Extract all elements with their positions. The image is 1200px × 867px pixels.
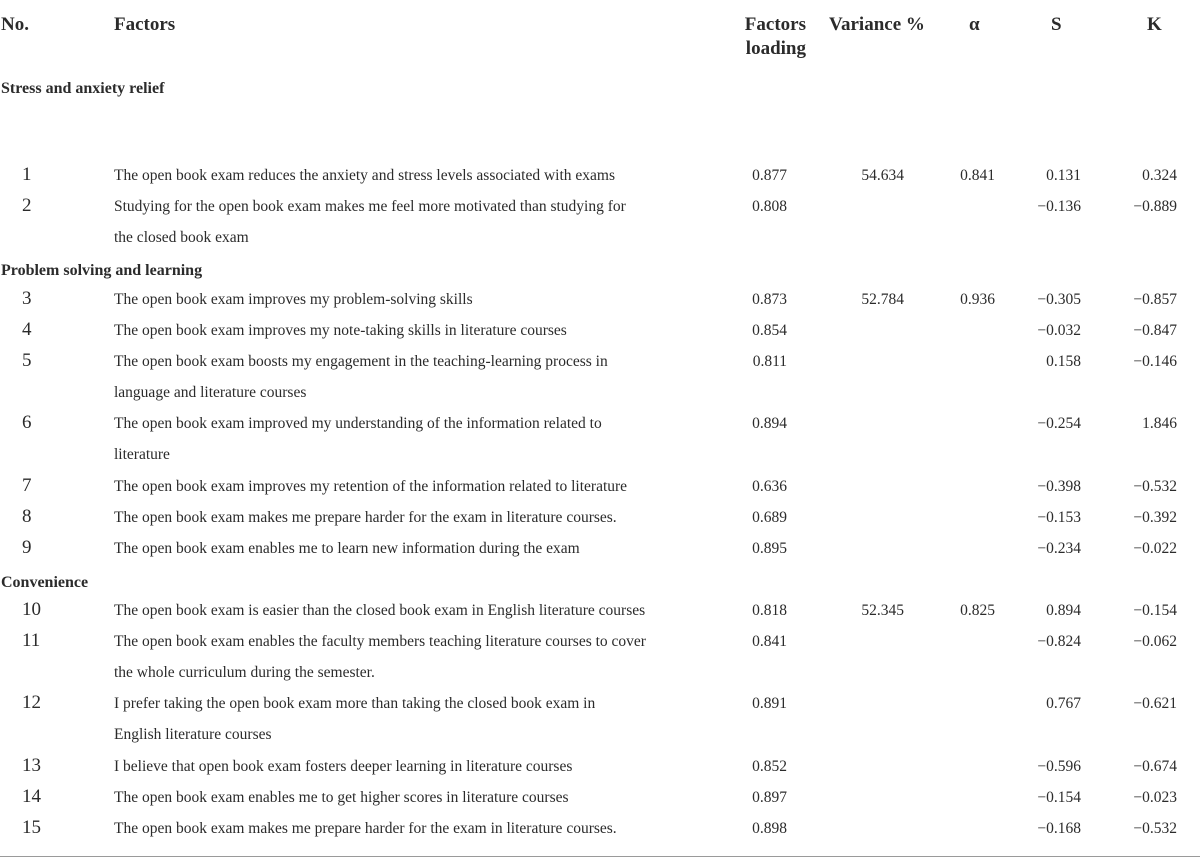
row-number: 9 bbox=[22, 537, 32, 558]
factor-text: the closed book exam bbox=[114, 229, 249, 246]
header-no: No. bbox=[1, 14, 29, 35]
factor-loading: 0.818 bbox=[752, 602, 787, 619]
factor-text: The open book exam improves my retention of the information related to literature bbox=[114, 478, 628, 495]
factor-text: The open book exam enables me to get higher scores in literature courses bbox=[114, 789, 569, 806]
header-factors-loading-line1: Factors bbox=[744, 14, 806, 35]
section-title: Stress and anxiety relief bbox=[1, 80, 165, 97]
factor-text: the whole curriculum during the semester. bbox=[114, 664, 375, 681]
factor-text: The open book exam reduces the anxiety and stress levels associated with exams bbox=[114, 167, 616, 184]
row-number: 13 bbox=[22, 755, 41, 776]
header-alpha: α bbox=[969, 14, 980, 35]
row-number: 4 bbox=[22, 319, 32, 340]
alpha-value: 0.841 bbox=[960, 167, 995, 184]
variance-value: 54.634 bbox=[861, 167, 904, 184]
factor-loading: 0.852 bbox=[752, 758, 787, 775]
k-value: −0.392 bbox=[1133, 509, 1177, 526]
factor-loading: 0.808 bbox=[752, 198, 787, 215]
s-value: 0.158 bbox=[1046, 353, 1081, 370]
section-title: Problem solving and learning bbox=[1, 262, 203, 279]
alpha-value: 0.825 bbox=[960, 602, 995, 619]
s-value: −0.153 bbox=[1037, 509, 1081, 526]
row-number: 10 bbox=[22, 599, 41, 620]
alpha-value: 0.936 bbox=[960, 291, 995, 308]
row-number: 5 bbox=[22, 350, 32, 371]
factor-text: literature bbox=[114, 446, 170, 463]
s-value: −0.254 bbox=[1037, 415, 1081, 432]
factor-text: The open book exam enables me to learn new information during the exam bbox=[114, 540, 580, 557]
k-value: −0.154 bbox=[1133, 602, 1177, 619]
factor-text: I prefer taking the open book exam more than taking the closed book exam in bbox=[114, 695, 596, 712]
s-value: −0.398 bbox=[1037, 478, 1081, 495]
row-number: 14 bbox=[22, 786, 41, 807]
factor-text: The open book exam improves my note-taking skills in literature courses bbox=[114, 322, 567, 339]
header-s: S bbox=[1051, 14, 1062, 35]
factor-loading: 0.636 bbox=[752, 478, 787, 495]
factor-text: I believe that open book exam fosters deeper learning in literature courses bbox=[114, 758, 573, 775]
header-k: K bbox=[1147, 14, 1162, 35]
factor-loading: 0.689 bbox=[752, 509, 787, 526]
s-value: −0.305 bbox=[1037, 291, 1081, 308]
header-variance: Variance % bbox=[829, 14, 925, 35]
variance-value: 52.345 bbox=[861, 602, 904, 619]
row-number: 2 bbox=[22, 195, 32, 216]
k-value: −0.857 bbox=[1133, 291, 1177, 308]
factor-text: The open book exam is easier than the closed book exam in English literature courses bbox=[114, 602, 646, 619]
section-title: Convenience bbox=[1, 574, 89, 591]
factor-loading: 0.877 bbox=[752, 167, 787, 184]
factor-loading: 0.854 bbox=[752, 322, 787, 339]
s-value: −0.136 bbox=[1037, 198, 1081, 215]
k-value: −0.022 bbox=[1133, 540, 1177, 557]
k-value: 0.324 bbox=[1142, 167, 1177, 184]
k-value: 1.846 bbox=[1142, 415, 1177, 432]
s-value: −0.154 bbox=[1037, 789, 1081, 806]
factor-loading: 0.897 bbox=[752, 789, 787, 806]
k-value: −0.062 bbox=[1133, 633, 1177, 650]
factor-text: English literature courses bbox=[114, 726, 272, 743]
k-value: −0.146 bbox=[1133, 353, 1177, 370]
k-value: −0.889 bbox=[1133, 198, 1177, 215]
factor-text: The open book exam enables the faculty members teaching literature courses to cover bbox=[114, 633, 646, 650]
factor-text: Studying for the open book exam makes me feel more motivated than studying for bbox=[114, 198, 626, 215]
row-number: 1 bbox=[22, 164, 32, 185]
factor-loading: 0.873 bbox=[752, 291, 787, 308]
factor-loading: 0.811 bbox=[752, 353, 787, 370]
factor-text: The open book exam boosts my engagement in the teaching-learning process in bbox=[114, 353, 608, 370]
s-value: −0.596 bbox=[1037, 758, 1081, 775]
s-value: 0.894 bbox=[1046, 602, 1081, 619]
s-value: −0.824 bbox=[1037, 633, 1081, 650]
row-number: 7 bbox=[22, 475, 32, 496]
table-bottom-rule bbox=[0, 856, 1200, 857]
factor-text: The open book exam improved my understanding of the information related to bbox=[114, 415, 602, 432]
k-value: −0.532 bbox=[1133, 478, 1177, 495]
row-number: 15 bbox=[22, 817, 41, 838]
row-number: 3 bbox=[22, 288, 32, 309]
factor-loading: 0.891 bbox=[752, 695, 787, 712]
k-value: −0.532 bbox=[1133, 820, 1177, 837]
header-factors-loading bbox=[730, 13, 806, 61]
s-value: 0.131 bbox=[1046, 167, 1081, 184]
variance-value: 52.784 bbox=[861, 291, 904, 308]
header-factors: Factors bbox=[114, 14, 176, 35]
factor-loading: 0.898 bbox=[752, 820, 787, 837]
s-value: −0.168 bbox=[1037, 820, 1081, 837]
s-value: 0.767 bbox=[1046, 695, 1081, 712]
factor-text: The open book exam makes me prepare harder for the exam in literature courses. bbox=[114, 820, 617, 837]
factor-loading: 0.841 bbox=[752, 633, 787, 650]
header-factors-loading-line2: loading bbox=[745, 38, 806, 59]
k-value: −0.621 bbox=[1133, 695, 1177, 712]
s-value: −0.032 bbox=[1037, 322, 1081, 339]
factor-text: The open book exam improves my problem-solving skills bbox=[114, 291, 473, 308]
row-number: 12 bbox=[22, 692, 41, 713]
row-number: 11 bbox=[22, 630, 41, 651]
k-value: −0.847 bbox=[1133, 322, 1177, 339]
factor-text: language and literature courses bbox=[114, 384, 307, 401]
factor-text: The open book exam makes me prepare harder for the exam in literature courses. bbox=[114, 509, 617, 526]
s-value: −0.234 bbox=[1037, 540, 1081, 557]
k-value: −0.023 bbox=[1133, 789, 1177, 806]
row-number: 8 bbox=[22, 506, 32, 527]
row-number: 6 bbox=[22, 412, 32, 433]
factor-loading: 0.895 bbox=[752, 540, 787, 557]
factor-loading: 0.894 bbox=[752, 415, 787, 432]
k-value: −0.674 bbox=[1133, 758, 1177, 775]
